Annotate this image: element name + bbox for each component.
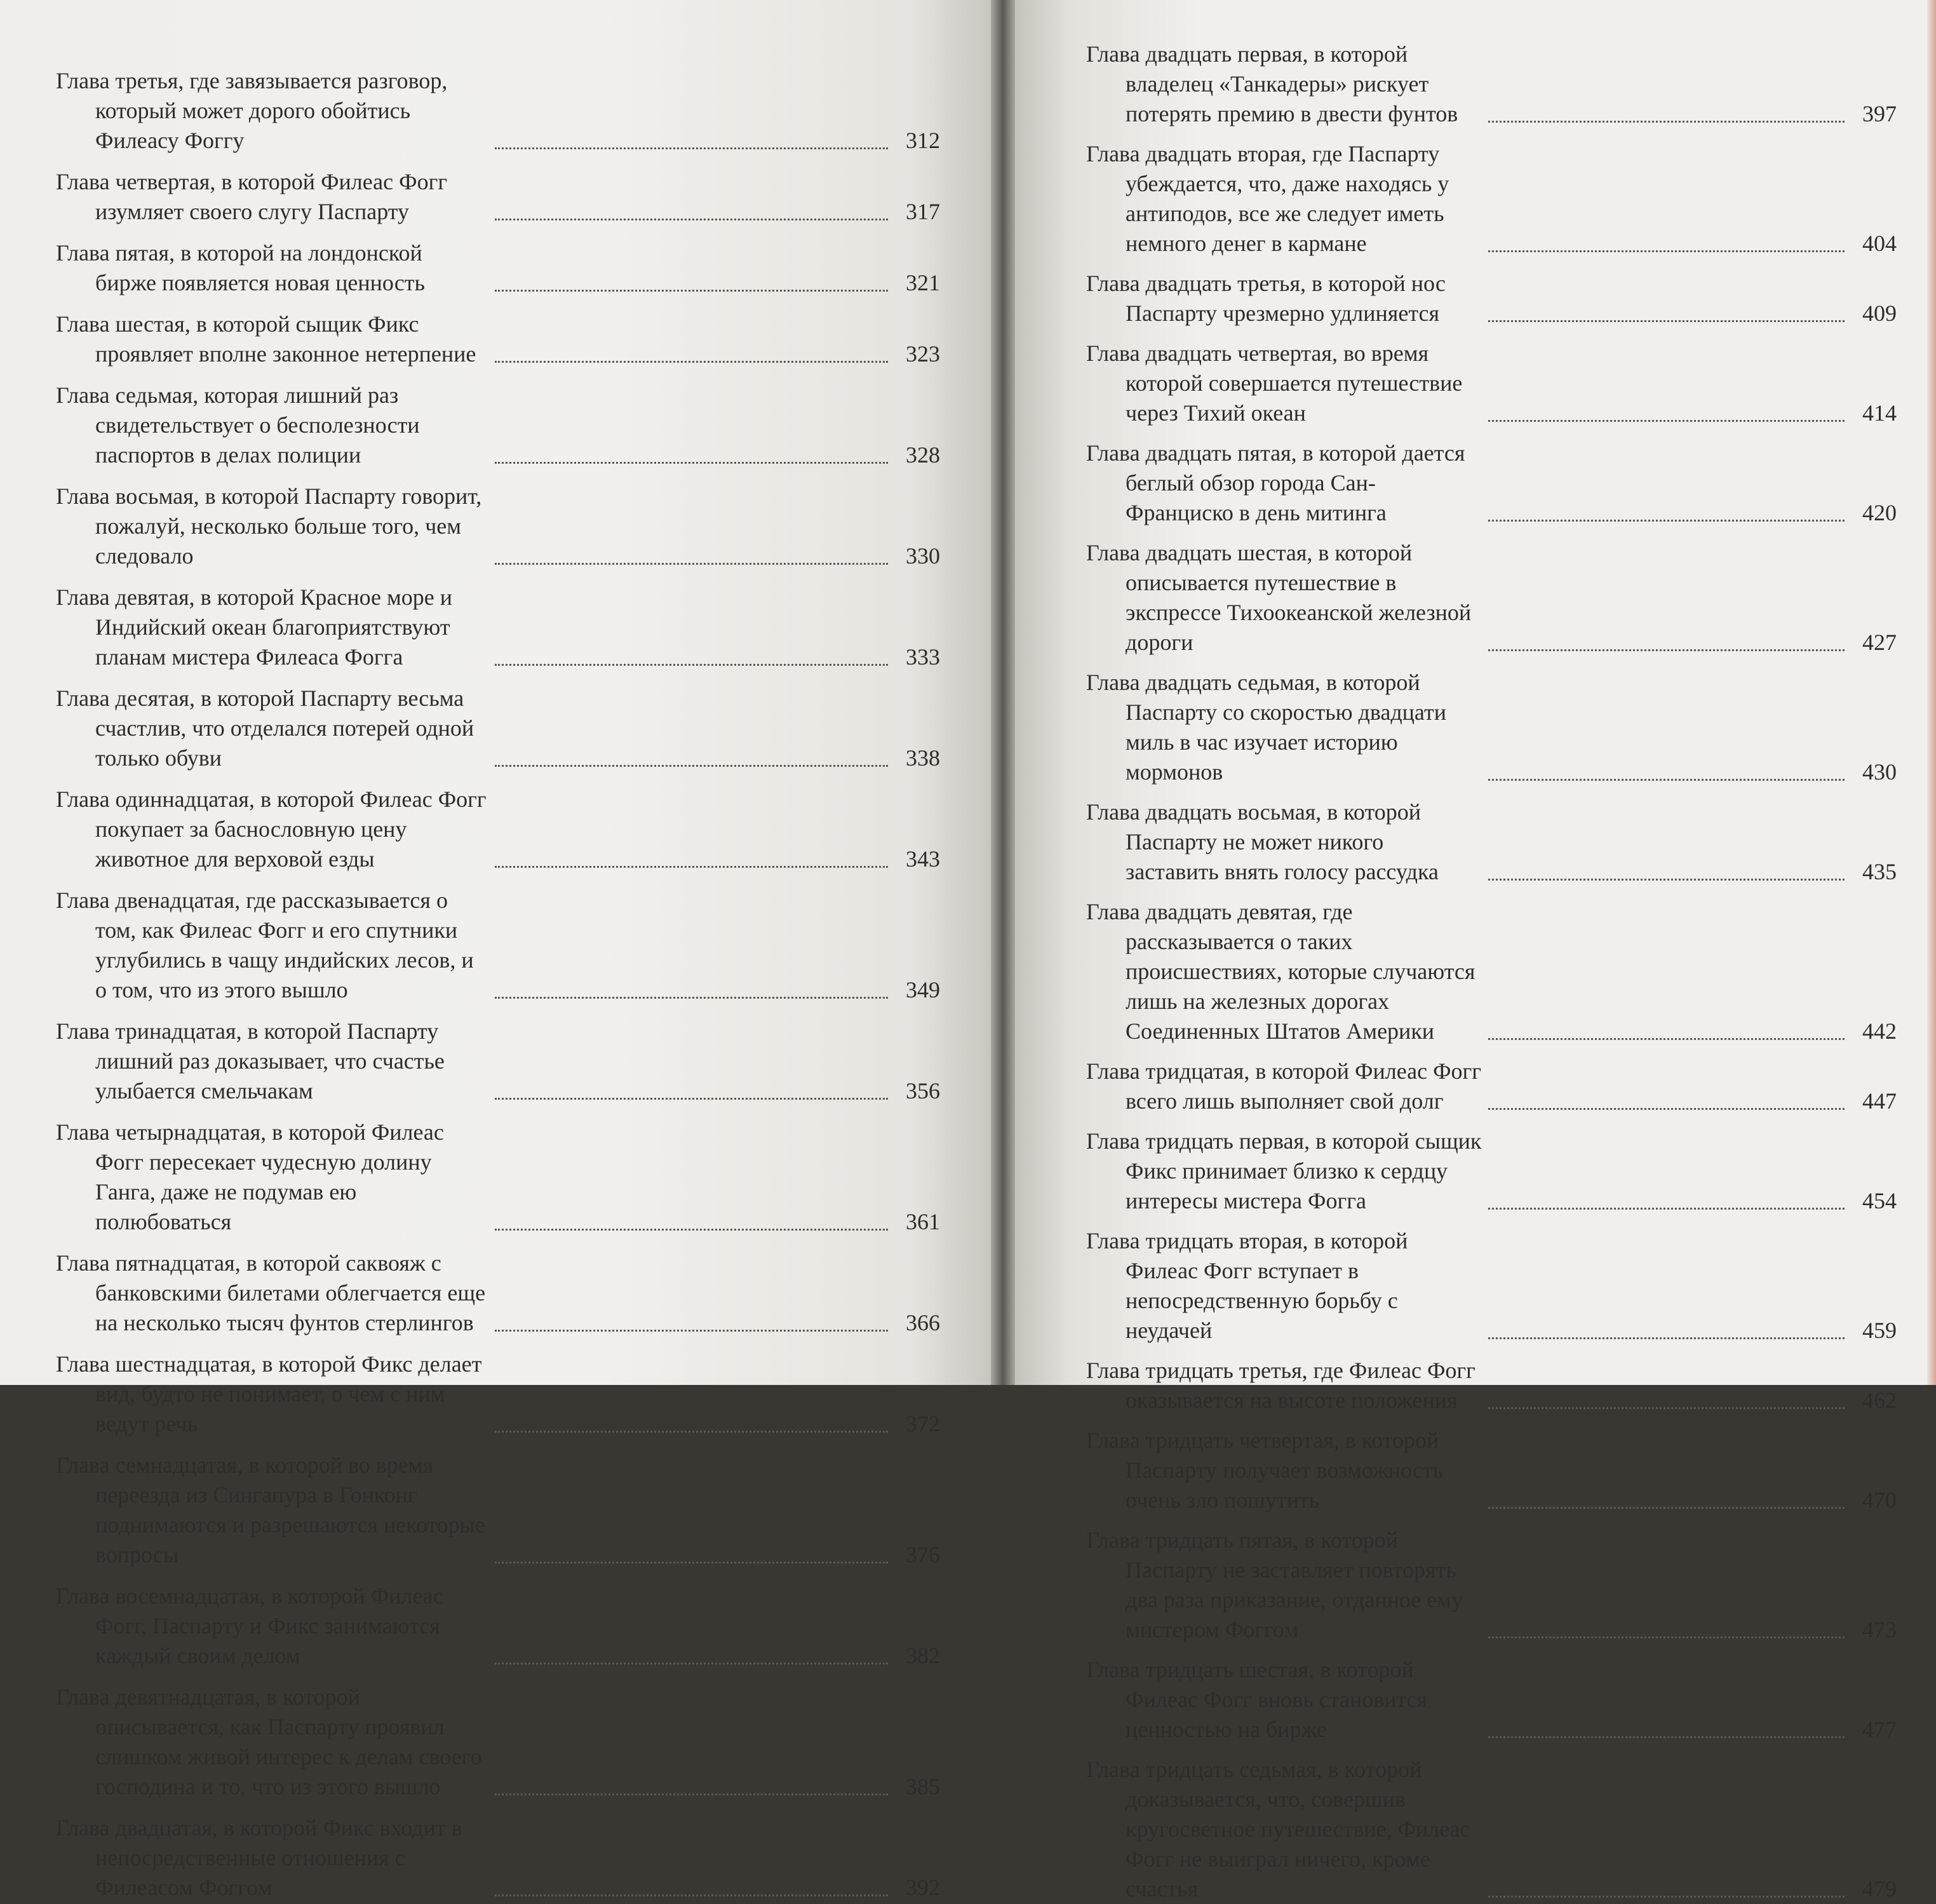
toc-page-number: 479: [1862, 1876, 1897, 1901]
toc-page-number: 442: [1862, 1018, 1897, 1044]
toc-dot-leader: [495, 462, 888, 464]
toc-page-number: 366: [906, 1310, 940, 1335]
toc-dot-leader: [1488, 121, 1845, 123]
toc-entry: [1086, 1356, 1897, 1415]
toc-page-number: 385: [906, 1774, 940, 1799]
toc-entry: [56, 1682, 940, 1802]
toc-page-number: 382: [906, 1643, 940, 1668]
toc-entry-title: Глава двадцать вторая, где Паспарту убеждается, что, даже находясь у антиподов, все же следует иметь немного денег в кармане: [1086, 141, 1449, 256]
toc-entry: [1086, 139, 1897, 259]
toc-page-number: 330: [906, 543, 940, 569]
toc-dot-leader: [1488, 879, 1845, 881]
toc-dot-leader: [495, 1431, 888, 1433]
toc-entry: [1086, 39, 1897, 129]
toc-entry: [1086, 797, 1897, 887]
toc-page-number: 397: [1862, 101, 1897, 126]
toc-entry-title: Глава десятая, в которой Паспарту весьма счастлив, что отделался потерей одной только обуви: [56, 685, 474, 771]
toc-dot-leader: [495, 290, 888, 292]
toc-entry-title: Глава четвертая, в которой Филеас Фогг изумляет своего слугу Паспарту: [56, 169, 448, 224]
toc-entry-title: Глава двадцать пятая, в которой дается беглый обзор города Сан-Франциско в день митинга: [1086, 440, 1465, 525]
toc-entry-title: Глава тридцать вторая, в которой Филеас Фогг вступает в непосредственную борьбу с неудачей: [1086, 1228, 1408, 1343]
toc-entry-title: Глава двадцатая, в которой Фикс входит в непосредственные отношения с Филеасом Фоггом: [56, 1815, 462, 1900]
toc-page-number: 323: [906, 341, 940, 367]
toc-dot-leader: [1488, 1507, 1845, 1509]
toc-entry: [56, 785, 940, 874]
toc-dot-leader: [1488, 649, 1845, 651]
toc-dot-leader: [1488, 520, 1845, 522]
toc-dot-leader: [495, 563, 888, 565]
toc-dot-leader: [1488, 1736, 1845, 1738]
toc-page-number: 392: [906, 1875, 940, 1900]
toc-entry-title: Глава двадцать седьмая, в которой Паспарту со скоростью двадцати миль в час изучает историю мормонов: [1086, 670, 1446, 785]
toc-entry: [1086, 1226, 1897, 1346]
toc-entry: [56, 167, 940, 227]
right-page: [1015, 0, 1936, 1901]
toc-dot-leader: [495, 1562, 888, 1563]
toc-dot-leader: [1488, 1896, 1845, 1898]
toc-dot-leader: [1488, 420, 1845, 422]
toc-entry-title: Глава двадцать первая, в которой владелец «Танкадеры» рискует потерять премию в двести фунтов: [1086, 41, 1458, 126]
toc-page-number: 376: [906, 1542, 940, 1567]
toc-dot-leader: [1488, 1208, 1845, 1210]
toc-page-number: 404: [1862, 231, 1897, 256]
toc-page-number: 361: [906, 1209, 940, 1234]
toc-page-number: 430: [1862, 759, 1897, 785]
toc-entry: [1086, 1426, 1897, 1515]
toc-entry: [1086, 269, 1897, 328]
toc-entry-title: Глава двадцать восьмая, в которой Паспарту не может никого заставить внять голосу рассудка: [1086, 799, 1439, 884]
toc-dot-leader: [1488, 1337, 1845, 1339]
toc-page-number: 321: [906, 270, 940, 295]
toc-page-number: 427: [1862, 630, 1897, 655]
toc-entry: [1086, 538, 1897, 658]
toc-entry: [56, 1248, 940, 1338]
toc-entry-title: Глава восемнадцатая, в которой Филеас Фогг, Паспарту и Фикс занимаются каждый своим делом: [56, 1583, 443, 1668]
toc-entry-title: Глава шестая, в которой сыщик Фикс проявляет вполне законное нетерпение: [56, 311, 476, 367]
toc-entry: [56, 1813, 940, 1903]
toc-entry: [56, 583, 940, 672]
toc-entry-title: Глава тридцать четвертая, в которой Паспарту получает возможность очень зло пошутить: [1086, 1428, 1444, 1513]
toc-entry: [1086, 1126, 1897, 1216]
toc-dot-leader: [495, 147, 888, 149]
toc-dot-leader: [1488, 1637, 1845, 1638]
toc-entry-title: Глава четырнадцатая, в которой Филеас Фогг пересекает чудесную долину Ганга, даже не подумав ею полюбоваться: [56, 1119, 444, 1234]
toc-page-number: 477: [1862, 1717, 1897, 1742]
toc-entry-title: Глава пятнадцатая, в которой саквояж с банковскими билетами облегчается еще на несколько тысяч фунтов стерлингов: [56, 1250, 486, 1335]
toc-entry-title: Глава третья, где завязывается разговор, который может дорого обойтись Филеасу Фоггу: [56, 68, 448, 153]
toc-dot-leader: [1488, 250, 1845, 252]
toc-dot-leader: [495, 219, 888, 220]
toc-entry: [56, 1581, 940, 1671]
toc-entry: [56, 238, 940, 298]
toc-dot-leader: [495, 361, 888, 363]
toc-entry-title: Глава седьмая, которая лишний раз свидетельствует о бесполезности паспортов в делах полиции: [56, 382, 420, 468]
toc-entry: [56, 684, 940, 773]
toc-entry-title: Глава двадцать девятая, где рассказывается о таких происшествиях, которые случаются лишь на железных дорогах Соединенных Штатов Америки: [1086, 899, 1476, 1044]
toc-entry: [56, 1117, 940, 1237]
toc-entry-title: Глава тридцать пятая, в которой Паспарту не заставляет повторять два раза приказание, отданное ему мистером Фоггом: [1086, 1527, 1463, 1642]
toc-entry: [1086, 438, 1897, 528]
toc-entry-title: Глава шестнадцатая, в которой Фикс делает вид, будто не понимает, о чем с ним ведут речь: [56, 1351, 482, 1436]
toc-entry: [1086, 1525, 1897, 1645]
toc-dot-leader: [495, 997, 888, 999]
toc-entry-title: Глава девятнадцатая, в которой описывается, как Паспарту проявил слишком живой интерес к делам своего господина и то, что из этого вышло: [56, 1684, 482, 1799]
toc-entry: [1086, 1755, 1897, 1904]
toc-page-number: 473: [1862, 1617, 1897, 1642]
toc-dot-leader: [495, 765, 888, 767]
toc-entry-title: Глава тридцать первая, в которой сыщик Фикс принимает близко к сердцу интересы мистера Фогга: [1086, 1128, 1482, 1213]
toc-entry: [1086, 1655, 1897, 1745]
toc-entry-title: Глава девятая, в которой Красное море и Индийский океан благоприятствуют планам мистера Филеаса Фогга: [56, 584, 453, 670]
toc-entry-title: Глава тридцать шестая, в которой Филеас Фогг вновь становится ценностью на бирже: [1086, 1657, 1428, 1742]
toc-dot-leader: [1488, 779, 1845, 781]
toc-dot-leader: [495, 1098, 888, 1100]
toc-page-number: 343: [906, 846, 940, 872]
toc-dot-leader: [1488, 1038, 1845, 1040]
toc-entry: [1086, 339, 1897, 428]
toc-page-number: 333: [906, 644, 940, 670]
toc-entry-title: Глава одиннадцатая, в которой Филеас Фогг покупает за баснословную цену животное для верховой езды: [56, 787, 487, 872]
book-gutter: [991, 0, 1015, 1385]
toc-entry: [1086, 668, 1897, 787]
page-edge: [1927, 0, 1936, 1385]
toc-entry-title: Глава тринадцатая, в которой Паспарту лишний раз доказывает, что счастье улыбается смельчакам: [56, 1018, 445, 1104]
toc-entry-title: Глава семнадцатая, в которой во время переезда из Сингапура в Гонконг поднимаются и разрешаются некоторые вопросы: [56, 1452, 485, 1567]
toc-dot-leader: [495, 664, 888, 666]
toc-page-number: 356: [906, 1078, 940, 1104]
toc-page-number: 312: [906, 128, 940, 153]
toc-dot-leader: [1488, 1108, 1845, 1110]
toc-page-number: 317: [906, 199, 940, 224]
toc-page-number: 414: [1862, 400, 1897, 426]
toc-page-number: 349: [906, 977, 940, 1003]
toc-page-number: 420: [1862, 500, 1897, 525]
toc-entry-title: Глава восьмая, в которой Паспарту говорит, пожалуй, несколько больше того, чем следовало: [56, 483, 482, 569]
toc-entry: [56, 66, 940, 156]
toc-entry: [56, 482, 940, 571]
toc-dot-leader: [1488, 1407, 1845, 1409]
toc-page-number: 328: [906, 442, 940, 468]
toc-dot-leader: [495, 1663, 888, 1664]
toc-page-number: 372: [906, 1411, 940, 1436]
toc-dot-leader: [495, 1330, 888, 1332]
toc-page-number: 409: [1862, 300, 1897, 326]
toc-page-number: 435: [1862, 859, 1897, 884]
toc-page-number: 462: [1862, 1387, 1897, 1413]
toc-page-number: 470: [1862, 1487, 1897, 1513]
toc-entry-title: Глава тридцатая, в которой Филеас Фогг всего лишь выполняет свой долг: [1086, 1058, 1482, 1114]
toc-entry: [56, 886, 940, 1005]
toc-entry: [56, 1349, 940, 1439]
toc-dot-leader: [495, 866, 888, 868]
toc-entry-title: Глава двадцать шестая, в которой описывается путешествие в экспрессе Тихоокеанской железной дороги: [1086, 540, 1472, 655]
toc-entry-title: Глава пятая, в которой на лондонской бирже появляется новая ценность: [56, 240, 425, 295]
toc-entry-title: Глава тридцать седьмая, в которой доказывается, что, совершив кругосветное путешествие, Филеас Фогг не выиграл ничего, кроме счастья: [1086, 1757, 1470, 1901]
toc-page-number: 338: [906, 745, 940, 771]
toc-page-number: 454: [1862, 1188, 1897, 1213]
toc-dot-leader: [495, 1229, 888, 1231]
toc-entry: [56, 1450, 940, 1570]
toc-entry-title: Глава двадцать четвертая, во время которой совершается путешествие через Тихий океан: [1086, 341, 1463, 426]
toc-dot-leader: [495, 1894, 888, 1896]
toc-dot-leader: [495, 1793, 888, 1795]
toc-entry: [56, 381, 940, 470]
toc-dot-leader: [1488, 320, 1845, 322]
toc-page-number: 459: [1862, 1318, 1897, 1343]
toc-page-number: 447: [1862, 1088, 1897, 1114]
toc-entry: [1086, 897, 1897, 1046]
toc-entry: [56, 309, 940, 369]
toc-entry: [1086, 1057, 1897, 1116]
toc-entry-title: Глава тридцать третья, где Филеас Фогг оказывается на высоте положения: [1086, 1358, 1476, 1413]
toc-entry-title: Глава двадцать третья, в которой нос Паспарту чрезмерно удлиняется: [1086, 271, 1446, 326]
toc-entry-title: Глава двенадцатая, где рассказывается о том, как Филеас Фогг и его спутники углубились в чащу индийских лесов, и о том, что из этого вышло: [56, 888, 474, 1003]
toc-entry: [56, 1016, 940, 1106]
